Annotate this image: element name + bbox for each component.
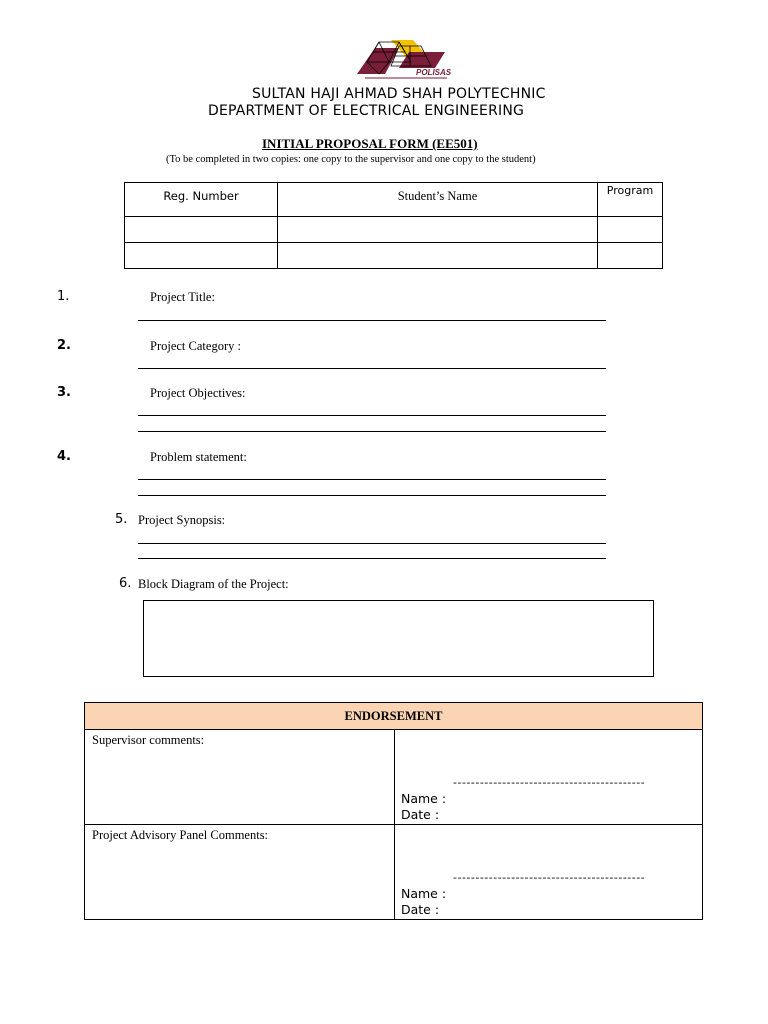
svg-text:POLISAS: POLISAS (416, 68, 452, 77)
item-number: 4. (57, 449, 71, 464)
table-row (85, 730, 703, 825)
item-number: 2. (57, 338, 71, 353)
column-reg-number: Reg. Number (125, 183, 278, 217)
project-category-line[interactable] (138, 368, 606, 369)
item-number: 6. (119, 576, 132, 591)
panel-comments-cell[interactable] (85, 825, 395, 920)
column-program: Program (598, 183, 663, 217)
student-name-cell[interactable] (278, 217, 598, 243)
project-objectives-line[interactable] (138, 431, 606, 432)
signature-line: ------------------------------------------- (453, 776, 646, 789)
item-number: 3. (57, 385, 71, 400)
problem-statement-line[interactable] (138, 479, 606, 480)
signature-line: ------------------------------------------- (453, 871, 646, 884)
name-label: Name : (401, 886, 447, 901)
supervisor-signature-cell[interactable] (395, 730, 703, 825)
reg-number-cell[interactable] (125, 243, 278, 269)
student-table-header (125, 183, 663, 217)
item-number: 5. (115, 512, 128, 527)
institution-name: SULTAN HAJI AHMAD SHAH POLYTECHNIC (252, 86, 546, 102)
date-label: Date : (401, 807, 440, 822)
panel-signature-cell[interactable] (395, 825, 703, 920)
form-note: (To be completed in two copies: one copy to the supervisor and one copy to the student) (166, 154, 536, 165)
program-cell[interactable] (598, 243, 663, 269)
table-row (125, 217, 663, 243)
project-synopsis-label: Project Synopsis: (138, 513, 226, 527)
problem-statement-line[interactable] (138, 495, 606, 496)
date-label: Date : (401, 902, 440, 917)
table-row (85, 825, 703, 920)
project-objectives-line[interactable] (138, 415, 606, 416)
problem-statement-label: Problem statement: (150, 450, 247, 464)
block-diagram-box[interactable] (143, 600, 654, 677)
endorsement-title: ENDORSEMENT (85, 703, 703, 730)
project-synopsis-line[interactable] (138, 543, 606, 544)
panel-comments-label: Project Advisory Panel Comments: (92, 828, 269, 842)
item-number: 1. (57, 289, 70, 304)
supervisor-comments-cell[interactable] (85, 730, 395, 825)
reg-number-cell[interactable] (125, 217, 278, 243)
block-diagram-label: Block Diagram of the Project: (138, 577, 289, 591)
name-label: Name : (401, 791, 447, 806)
supervisor-comments-label: Supervisor comments: (92, 733, 205, 747)
project-category-label: Project Category : (150, 339, 241, 353)
project-objectives-label: Project Objectives: (150, 386, 246, 400)
project-title-line[interactable] (138, 320, 606, 321)
polisas-logo (355, 38, 455, 80)
program-cell[interactable] (598, 217, 663, 243)
department-name: DEPARTMENT OF ELECTRICAL ENGINEERING (208, 103, 525, 119)
project-synopsis-line[interactable] (138, 558, 606, 559)
endorsement-table (84, 702, 703, 920)
table-row (125, 243, 663, 269)
form-title: INITIAL PROPOSAL FORM (EE501) (262, 136, 478, 151)
project-title-label: Project Title: (150, 290, 215, 304)
student-name-cell[interactable] (278, 243, 598, 269)
student-table (124, 182, 663, 269)
column-student-name: Student’s Name (278, 183, 598, 217)
